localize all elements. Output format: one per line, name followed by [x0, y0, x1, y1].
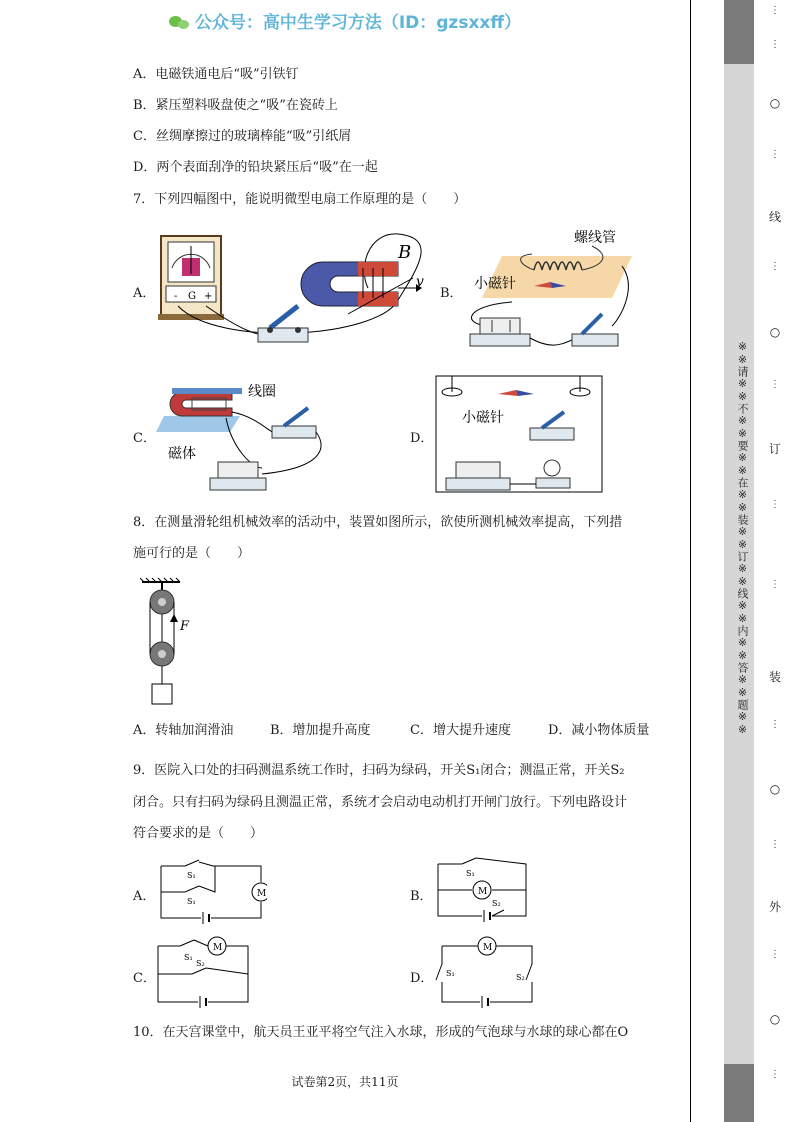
- sidebar-circle-1: ○: [769, 96, 781, 110]
- q6-option-b: B．紧压塑料吸盘使之“吸”在瓷砖上: [133, 98, 338, 113]
- q9-label-b: B．: [410, 889, 433, 904]
- q9-stem-line-2: 闭合。只有扫码为绿码且测温正常，系统才会启动电动机打开闸门放行。下列电路设计: [133, 795, 628, 810]
- q9-circuit-a: [155, 856, 267, 926]
- sidebar-mark-ding: 订: [768, 442, 781, 456]
- sidebar-dots-9: ⋮: [770, 839, 780, 850]
- q9-c-s1: S₁: [184, 953, 193, 962]
- q8-option-d: D．减小物体质量: [548, 723, 650, 738]
- header-banner: [0, 8, 690, 33]
- q7-v-label: v: [416, 274, 424, 290]
- sidebar-mark-xian: 线: [768, 210, 781, 224]
- sidebar-mark-zhuang: 装: [768, 670, 781, 684]
- svg-text:+: +: [204, 291, 213, 302]
- q9-d-s2: S₂: [516, 973, 525, 982]
- q7-stem: 7．下列四幅图中，能说明微型电扇工作原理的是（ ）: [133, 192, 467, 207]
- q8-force-label: F: [180, 619, 190, 634]
- q9-label-d: D．: [410, 971, 434, 986]
- q9-circuit-d: [432, 934, 538, 1010]
- svg-text:-: -: [174, 291, 178, 302]
- sidebar-bar-bottom: [724, 1064, 754, 1122]
- sidebar-dots-7: ⋮: [770, 579, 780, 590]
- q9-stem-line-1: 9．医院入口处的扫码测温系统工作时，扫码为绿码，开关S₁闭合；测温正常，开关S₂: [133, 763, 625, 778]
- q7-label-b: B．: [440, 286, 463, 301]
- q6-option-a: A．电磁铁通电后“吸”引铁钉: [133, 67, 299, 82]
- q9-stem-line-3: 符合要求的是（ ）: [133, 826, 264, 841]
- q8-option-a: A．转轴加润滑油: [133, 723, 234, 738]
- sidebar-dots-3: ⋮: [770, 149, 780, 160]
- q8-stem-line-2: 施可行的是（ ）: [133, 546, 251, 561]
- sidebar-dots-10: ⋮: [770, 949, 780, 960]
- sidebar-border: [690, 0, 691, 1122]
- q7-figure-b: [462, 226, 637, 354]
- q9-a-motor: M: [257, 889, 267, 899]
- q9-b-motor: M: [478, 887, 488, 897]
- q7-figure-a: [158, 228, 434, 354]
- q9-c-s2: S₂: [196, 959, 205, 968]
- binding-sidebar: [690, 0, 794, 1122]
- sidebar-warning-text: ※※请※※不※※要※※在※※装※※订※※线※※内※※答※※题※※: [736, 340, 749, 736]
- sidebar-dots-1: ⋮: [770, 5, 780, 16]
- q6-option-d: D．两个表面刮净的铅块紧压后“吸”在一起: [133, 160, 378, 175]
- q9-label-a: A．: [133, 889, 156, 904]
- q7-coil-label: 线圈: [248, 384, 276, 400]
- q9-b-s1: S₁: [466, 869, 475, 878]
- q9-a-s1-bottom: S₁: [187, 897, 196, 906]
- wechat-icon: [169, 14, 191, 30]
- q7-b-field-label: B: [398, 242, 412, 263]
- q7-needle-d-label: 小磁针: [462, 410, 504, 426]
- q6-option-c: C．丝绸摩擦过的玻璃棒能“吸”引纸屑: [133, 129, 352, 144]
- q7-label-d: D．: [410, 431, 434, 446]
- header-text: 公众号：高中生学习方法（ID：gzsxxff）: [194, 13, 522, 33]
- q8-pulley-figure: [140, 576, 200, 710]
- q9-d-s1: S₁: [446, 969, 455, 978]
- sidebar-dots-6: ⋮: [770, 499, 780, 510]
- q10-stem: 10．在天宫课堂中，航天员王亚平将空气注入水球，形成的气泡球与水球的球心都在O: [133, 1025, 629, 1040]
- sidebar-circle-2: ○: [769, 325, 781, 339]
- sidebar-circle-4: ○: [769, 1012, 781, 1026]
- q8-stem-line-1: 8．在测量滑轮组机械效率的活动中，装置如图所示，欲使所测机械效率提高，下列措: [133, 515, 623, 530]
- sidebar-dots-11: ⋮: [770, 1069, 780, 1080]
- q9-d-motor: M: [483, 943, 493, 953]
- q7-figure-d: [432, 370, 607, 500]
- sidebar-dots-2: ⋮: [770, 39, 780, 50]
- q9-a-s1-top: S₁: [187, 871, 196, 880]
- q9-b-s2: S₂: [492, 899, 501, 908]
- sidebar-dots-4: ⋮: [770, 261, 780, 272]
- q8-option-b: B．增加提升高度: [270, 723, 371, 738]
- sidebar-circle-3: ○: [769, 782, 781, 796]
- q7-label-c: C．: [133, 431, 156, 446]
- q9-c-motor: M: [213, 943, 223, 953]
- sidebar-bar-top: [724, 0, 754, 64]
- q7-label-a: A．: [133, 286, 156, 301]
- sidebar-mark-wai: 外: [768, 900, 781, 914]
- q7-figure-c: [152, 378, 332, 496]
- svg-text:G: G: [188, 291, 196, 302]
- q9-circuit-c: [152, 936, 252, 1008]
- page-footer: 试卷第2页，共11页: [291, 1075, 399, 1089]
- sidebar-dots-8: ⋮: [770, 719, 780, 730]
- q7-magnet-label: 磁体: [168, 446, 196, 462]
- q9-label-c: C．: [133, 971, 156, 986]
- q7-needle-b-label: 小磁针: [474, 276, 516, 292]
- q7-solenoid-label: 螺线管: [574, 230, 616, 246]
- q9-circuit-b: [432, 854, 532, 924]
- q8-option-c: C．增大提升速度: [410, 723, 511, 738]
- sidebar-dots-5: ⋮: [770, 379, 780, 390]
